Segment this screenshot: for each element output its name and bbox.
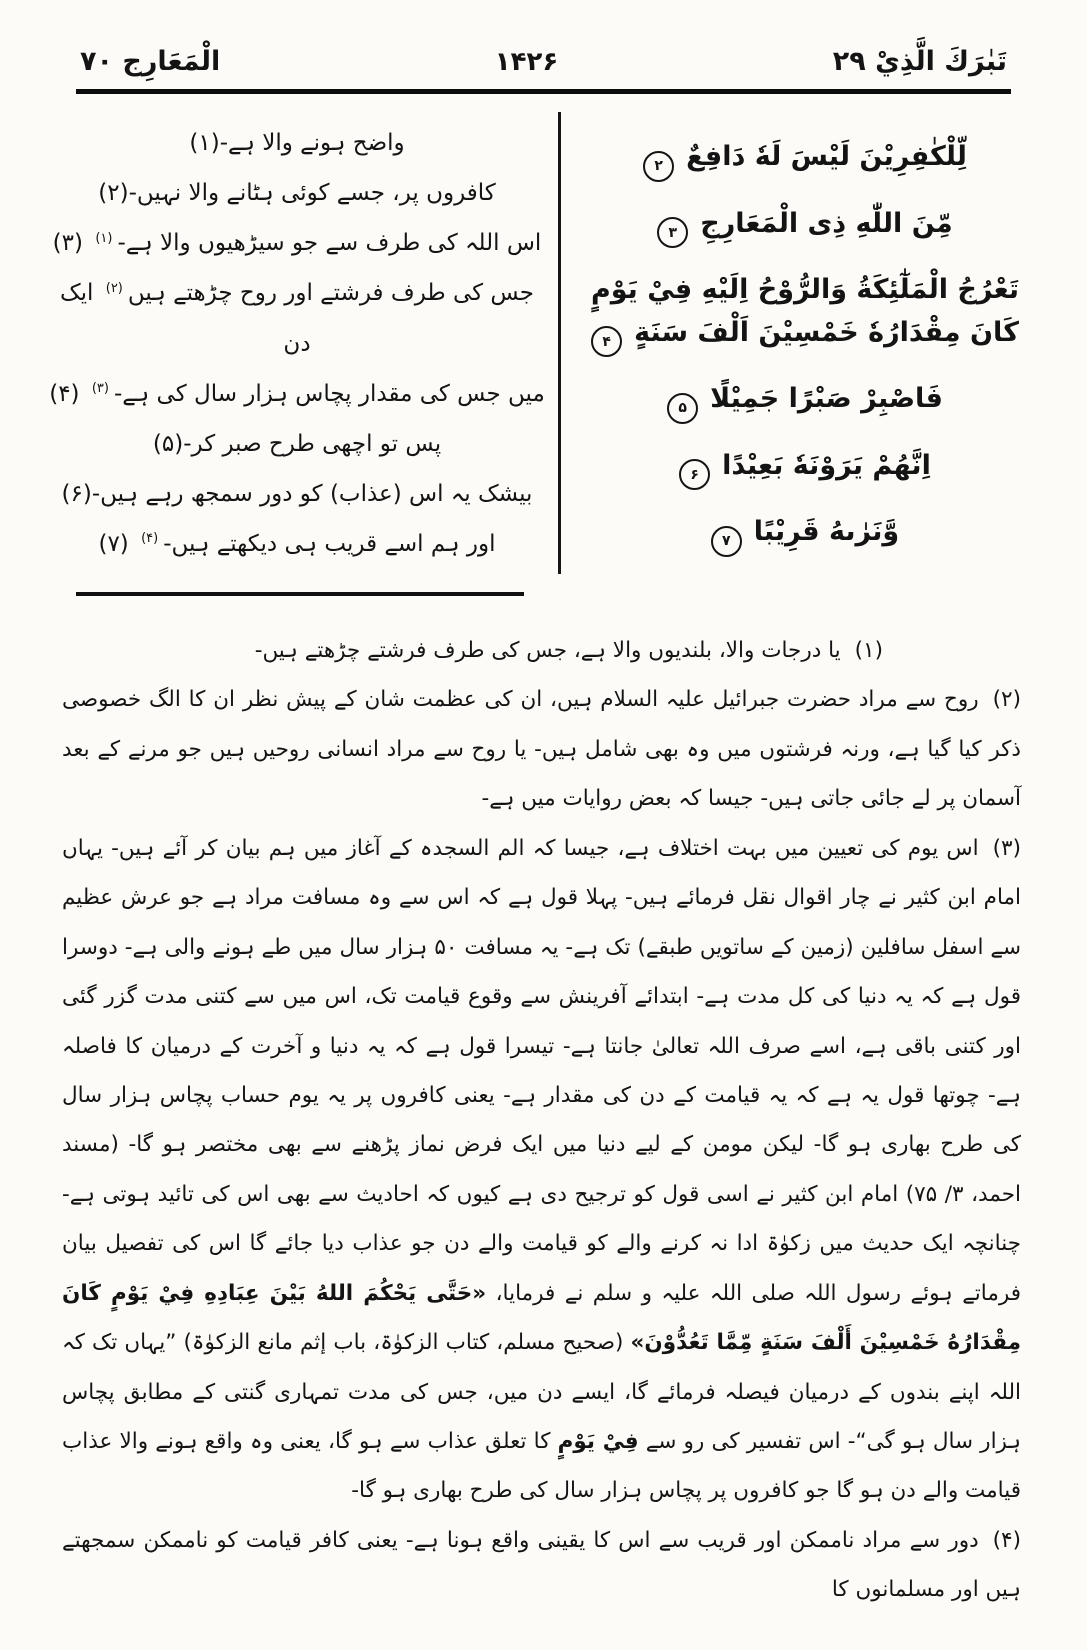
urdu-translation-column	[48, 112, 546, 578]
translation-tail: ایک دن	[60, 280, 311, 357]
footnote-marker: (۲)	[992, 687, 1021, 713]
verse-section	[0, 94, 1087, 584]
footnotes-section	[0, 596, 1087, 1615]
translation-line	[48, 469, 546, 519]
arabic-verses-column	[579, 112, 1031, 578]
footnote-text: روح سے مراد حضرت جبرائیل علیہ السلام ہیں، ان کی عظمت شان کے پیش نظر ان کا الگ خصوصی ذکر کیا گیا ہے، ورنہ فرشتوں میں وہ بھی شامل ہیں- یا روح سے مراد انسانی روحیں ہیں جو مرنے کے بعد آسمان پر لے جائی جاتی ہیں- جیسا کہ بعض روایات میں ہے-	[62, 687, 1021, 812]
translation-line	[48, 218, 546, 268]
quran-verse-text: تَعْرُجُ الْمَلٰٓئِكَةُ وَالرُّوْحُ اِلَيْهِ فِيْ يَوْمٍ كَانَ مِقْدَارُهٗ خَمْسِيْنَ اَلْفَ سَنَةٍ	[590, 274, 1020, 348]
quran-verse-text: مِّنَ اللّٰهِ ذِى الْمَعَارِجِ	[700, 207, 953, 239]
footnote	[62, 626, 1021, 675]
juz-title: تَبٰرَكَ الَّذِيْ ۲۹	[832, 46, 1007, 77]
aya-number-circle: ۴	[591, 326, 622, 357]
aya-number-circle: ۳	[657, 217, 688, 248]
translation-text: واضح ہونے والا ہے-(۱)	[189, 130, 405, 156]
translation-text: جس کی طرف فرشتے اور روح چڑھتے ہیں	[127, 280, 534, 307]
quran-verse	[579, 203, 1031, 249]
footnote-text: یا درجات والا، بلندیوں والا ہے، جس کی طرف فرشتے چڑھتے ہیں-	[254, 638, 841, 664]
quran-verse	[579, 378, 1031, 424]
translation-text: اور ہم اسے قریب ہی دیکھتے ہیں-	[163, 531, 496, 557]
translation-line	[48, 519, 546, 569]
translation-text: کافروں پر، جسے کوئی ہٹانے والا نہیں-(۲)	[98, 180, 496, 207]
quran-verse	[579, 269, 1031, 357]
translation-line	[48, 118, 546, 168]
footnote-text: اس یوم کی تعیین میں بہت اختلاف ہے، جیسا کہ الم السجدہ کے آغاز میں ہم بیان کر آئے ہیں- یہاں امام ابن کثیر نے چار اقوال نقل فرمائے ہیں- پہلا قول ہے کہ اس سے وہ مسافت مراد ہے جو عرش عظیم سے اسفل سافلین (زمین کے ساتویں طبقے) تک ہے- یہ مسافت ۵۰ ہزار سال میں طے ہونے والی ہے- دوسرا قول ہے کہ یہ دنیا کی کل مدت ہے- ابتدائے آفرینش سے وقوع قیامت تک، اس میں سے کتنی مدت گزر گئی اور کتنی باقی ہے، اسے صرف اللہ تعالیٰ جانتا ہے- تیسرا قول ہے کہ یہ دنیا و آخرت کے درمیان کا فاصلہ ہے- چوتھا قول یہ ہے کہ یہ قیامت کے دن کی مقدار ہے- یعنی کافروں پر یہ یوم حساب پچاس ہزار سال کی طرح بھاری ہو گا- لیکن مومن کے لیے دنیا میں ایک فرض نماز پڑھنے سے بھی مختصر ہو گا- (مسند احمد، ۳/ ۷۵) امام ابن کثیر نے اسی قول کو ترجیح دی ہے کیوں کہ احادیث سے بھی اس کی تائید ہوتی ہے- چنانچہ ایک حدیث میں زکوٰۃ ادا نہ کرنے والے کو قیامت والے دن جو عذاب دیا جائے گا اس کی تفصیل بیان فرماتے ہوئے رسول اللہ صلی اللہ علیہ و سلم نے فرمایا،	[62, 835, 1022, 1306]
quran-verse-text: اِنَّهُمْ يَرَوْنَهٗ بَعِيْدًا	[722, 449, 931, 481]
surah-title: الْمَعَارِج ۷۰	[80, 46, 221, 77]
footnote	[62, 675, 1021, 823]
aya-number-circle: ۶	[679, 459, 710, 490]
footnote-ref: (۳)	[91, 380, 109, 396]
footnote-text: دور سے مراد ناممکن اور قریب سے اس کا یقینی واقع ہونا ہے- یعنی کافر قیامت کو ناممکن سمجھتے ہیں اور مسلمانوں کا	[62, 1527, 1021, 1603]
aya-number-circle: ۷	[711, 526, 742, 557]
translation-text: میں جس کی مقدار پچاس ہزار سال کی ہے-	[113, 380, 545, 407]
quran-verse	[579, 136, 1031, 182]
translation-line	[48, 419, 546, 469]
translation-text: بیشک یہ اس (عذاب) کو دور سمجھ رہے ہیں-(۶)	[61, 480, 533, 507]
translation-line	[48, 369, 546, 419]
footnote-text: کا تعلق عذاب سے ہو گا، یعنی وہ واقع ہونے والا عذاب قیامت والے دن ہو گا جو کافروں پر پچاس ہزار سال کی طرح بھاری ہو گا-	[62, 1429, 1021, 1504]
translation-line	[48, 268, 546, 368]
translation-tail: (۴)	[49, 380, 87, 407]
footnote-ref: (۴)	[141, 531, 159, 547]
page-number: ۱۴۲۶	[494, 47, 559, 77]
translation-line	[48, 168, 546, 218]
footnote-arabic-quote: فِيْ يَوْمٍ	[557, 1429, 639, 1455]
quran-verse	[579, 445, 1031, 491]
footnote-marker: (۴)	[992, 1527, 1021, 1553]
footnote-marker: (۳)	[992, 835, 1021, 861]
footnote-ref: (۱)	[95, 230, 113, 246]
footnote	[62, 824, 1021, 1516]
translation-tail: (۷)	[98, 531, 137, 557]
translation-text: اس اللہ کی طرف سے جو سیڑھیوں والا ہے-	[117, 230, 542, 257]
footnote-marker: (۱)	[854, 638, 883, 664]
footnote-ref: (۲)	[105, 280, 123, 296]
footnote-arabic-quote: «حَتَّى يَحْكُمَ اللهُ بَيْنَ عِبَادِهِ فِيْ يَوْمٍ كَانَ مِقْدَارُهُ خَمْسِيْنَ أَلْفَ سَنَةٍ مِّمَّا تَعُدُّوْنَ»	[62, 1280, 1022, 1356]
footnote-text: (صحیح مسلم، کتاب الزکوٰۃ، باب إثم مانع الزکوٰۃ) ”یہاں تک کہ اللہ اپنے بندوں کے درمیان فیصلہ فرمائے گا، ایسے دن میں، جس کی مدت تمہاری گنتی کے مطابق پچاس ہزار سال ہو گی“- اس تفسیر کی رو سے	[62, 1330, 1022, 1455]
quran-verse-text: وَّنَرٰىهُ قَرِيْبًا	[753, 516, 900, 548]
translation-text: پس تو اچھی طرح صبر کر-(۵)	[152, 430, 442, 457]
column-divider	[558, 112, 561, 574]
quran-verse-text: لِّلْكٰفِرِيْنَ لَيْسَ لَهٗ دَافِعٌ	[686, 141, 967, 172]
aya-number-circle: ۵	[667, 393, 698, 424]
footnote	[62, 1516, 1021, 1615]
quran-verse-text: فَاصْبِرْ صَبْرًا جَمِيْلًا	[710, 383, 943, 415]
page-header	[0, 0, 1087, 77]
aya-number-circle: ۲	[643, 151, 674, 182]
translation-tail: (۳)	[52, 230, 91, 257]
quran-verse	[579, 511, 1031, 557]
